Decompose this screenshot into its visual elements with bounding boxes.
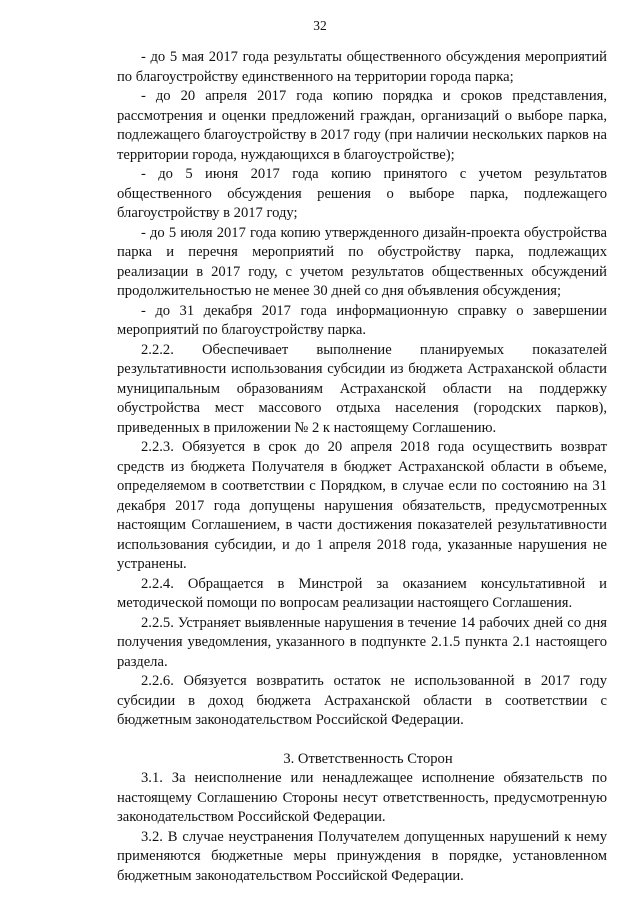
paragraph-2-2-6: 2.2.6. Обязуется возвратить остаток не использованной в 2017 году субсидии в доход бюджета Астраханской области в соответствии с бюджетным законодательством Российской Федерации. [117,673,607,728]
section-3-heading: 3. Ответственность Сторон [283,750,453,767]
paragraph-deadline-may-5: - до 5 мая 2017 года результаты общественного обсуждения мероприятий по благоустройству единственного на территории города парка; [117,49,607,85]
paragraph-deadline-july-5: - до 5 июля 2017 года копию утвержденного дизайн-проекта обустройства парка и перечня мероприятий по обустройству парка, подлежащих реализации в 2017 году, с учетом результатов общественных обсуждений продолжительностью не менее 30 дней со дня объявления обсуждения; [117,224,607,299]
paragraph-2-2-5: 2.2.5. Устраняет выявленные нарушения в течение 14 рабочих дней со дня получения уведомления, указанного в подпункте 2.1.5 пункта 2.1 настоящего раздела. [117,614,607,670]
paragraph-2-2-2: 2.2.2. Обеспечивает выполнение планируемых показателей результативности использования субсидии из бюджета Астраханской области муниципальным образованиям Астраханской области на поддержку обустройства мест массового отдыха населения (городских парков), приведенных в приложении № 2 к настоящему Соглашению. [117,341,607,436]
paragraph-deadline-june-5: - до 5 июня 2017 года копию принятого с учетом результатов общественного обсуждения решения о выборе парка, подлежащего благоустройству в 2017 году; [117,166,607,221]
paragraph-3-2: 3.2. В случае неустранения Получателем допущенных нарушений к нему применяются бюджетные меры принуждения в порядке, установленном бюджетным законодательством Российской Федерации. [117,828,607,884]
paragraph-3-1: 3.1. За неисполнение или ненадлежащее исполнение обязательств по настоящему Соглашению Стороны несут ответственность, предусмотренную законодательством Российской Федерации. [117,770,607,825]
section-spacer [117,731,607,750]
document-body [117,48,607,886]
paragraph-2-2-4: 2.2.4. Обращается в Минстрой за оказанием консультативной и методической помощи по вопросам реализации настоящего Соглашения. [117,575,607,611]
paragraph-deadline-april-20: - до 20 апреля 2017 года копию порядка и сроков представления, рассмотрения и оценки предложений граждан, организаций о выборе парка, подлежащего благоустройству в 2017 году (при наличии нескольких парков на территории города, нуждающихся в благоустройстве); [117,88,607,163]
page-number: 32 [313,18,327,33]
paragraph-deadline-december-31: - до 31 декабря 2017 года информационную справку о завершении мероприятий по благоустройству парка. [117,302,607,338]
paragraph-2-2-3: 2.2.3. Обязуется в срок до 20 апреля 2018 года осуществить возврат средств из бюджета Получателя в бюджет Астраханской области в объеме, определяемом в соответствии с Порядком, в случае если по состоянию на 31 декабря 2017 года допущены нарушения обязательств, предусмотренных настоящим Соглашением, в части достижения показателей результативности использования субсидии, и до 1 апреля 2018 года, указанные нарушения не устранены. [117,439,607,572]
